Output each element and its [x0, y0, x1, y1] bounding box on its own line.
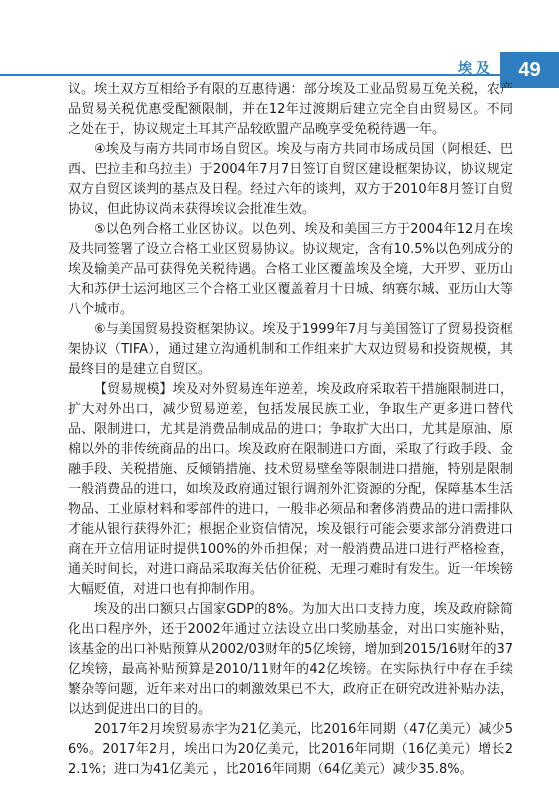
page-number: 49	[518, 59, 541, 81]
paragraph-turkey-agreement-continued: 议。埃土双方互相给予有限的互惠待遇：部分埃及工业品贸易互免关税，农产品贸易关税优惠受配额限制，并在12年过渡期后建立完全自由贸易区。不同之处在于，协议规定土耳其产品较欧盟产品晚享受免税待遇一年。	[68, 82, 513, 137]
paragraph-export-subsidy: 埃及的出口额只占国家GDP的8%。为加大出口支持力度，埃及政府除简化出口程序外，还于2002年通过立法设立出口奖励基金，对出口实施补贴，该基金的出口补贴预算从2002/03财年的5亿埃镑，增加到2015/16财年的37亿埃镑，最高补贴预算是2010/11财年的42亿埃镑。在实际执行中存在手续繁杂等问题，近年来对出口的刺激效果已不大，政府正在研究改进补贴办法，以达到促进出口的目的。	[68, 602, 513, 717]
paragraph-trade-deficit-2017: 2017年2月埃贸易赤字为21亿美元，比2016年同期（47亿美元）减少56%。2017年2月，埃出口为20亿美元，比2016年同期（16亿美元）增长22.1%；进口为41亿美元 ，比2016年同期（64亿美元）减少35.8%。	[68, 722, 513, 777]
header-rule	[0, 74, 500, 76]
paragraph-qiz: ⑤以色列合格工业区协议。以色列、埃及和美国三方于2004年12月在埃及共同签署了设立合格工业区贸易协议。协议规定，含有10.5%以色列成分的埃及输美产品可获得免关税待遇。合格工业区覆盖埃及全境，大开罗、亚历山大和苏伊士运河地区三个合格工业区覆盖着月十日城、纳赛尔城、亚历山大等八个城市。	[68, 222, 513, 317]
paragraph-trade-scale: 【贸易规模】埃及对外贸易连年逆差，埃及政府采取若干措施限制进口，扩大对外出口，减少贸易逆差，包括发展民族工业，争取生产更多进口替代品、限制进口，尤其是消费品制成品的进口；争取扩大出口，尤其是原油、原棉以外的非传统商品的出口。埃及政府在限制进口方面，采取了行政手段、金融手段、关税措施、反倾销措施、技术贸易壁垒等限制进口措施，特别是限制一般消费品的进口，如埃及政府通过银行调剂外汇资源的分配，保障基本生活物品、工业原材料和零部件的进口，一般非必须品和奢侈消费品的进口需排队才能从银行获得外汇；根据企业资信情况，埃及银行可能会要求部分消费进口商在开立信用证时提供100%的外币担保；对一般消费品进口进行严格检查，通关时间长，对进口商品采取海关估价征税、无理刁难时有发生。近一年埃镑大幅贬值，对进口也有抑制作用。	[68, 382, 513, 597]
running-header-country: 埃及	[458, 61, 494, 77]
body-text	[68, 80, 513, 780]
paragraph-mercosur: ④埃及与南方共同市场自贸区。埃及与南方共同市场成员国（阿根廷、巴西、巴拉圭和乌拉圭）于2004年7月7日签订自贸区建设框架协议，协议规定双方自贸区谈判的基点及日程。经过六年的谈判，双方于2010年8月签订自贸协议，但此协议尚未获得埃议会批准生效。	[68, 142, 513, 217]
paragraph-tifa: ⑥与美国贸易投资框架协议。埃及于1999年7月与美国签订了贸易投资框架协议（TIFA），通过建立沟通机制和工作组来扩大双边贸易和投资规模，其最终目的是建立自贸区。	[68, 322, 513, 377]
